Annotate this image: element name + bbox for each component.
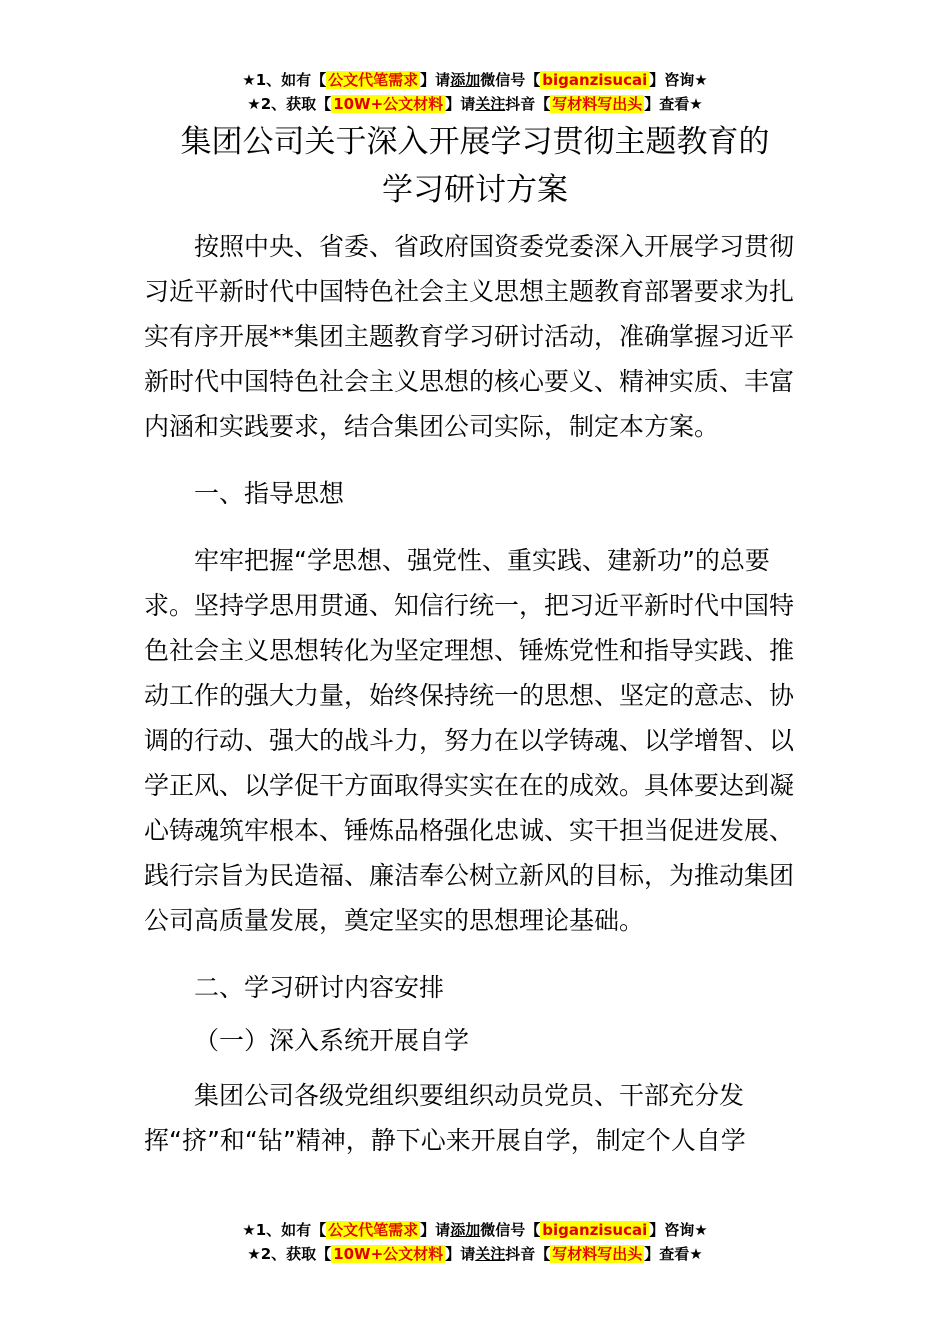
document-body <box>144 120 806 1163</box>
subsection-heading-self-study: （一）深入系统开展自学 <box>194 1026 470 1055</box>
promo-banner-bottom <box>0 1218 950 1266</box>
section-heading-guiding-ideology: 一、指导思想 <box>194 479 345 508</box>
highlight-materials: 10W+公文材料 <box>333 95 444 113</box>
promo-line-1: ★1、如有【 公文代笔需求 】请添加微信号【 biganzisucai 】咨询★ <box>242 71 708 89</box>
self-study-paragraph: 集团公司各级党组织要组织动员党员、干部充分发挥“挤”和“钻”精神，静下心来开展自学，制定个人自学 <box>144 1081 746 1155</box>
promo-line-2: ★2、获取【 10W+公文材料 】请关注抖音【 写材料写出头 】查看★ <box>247 95 703 113</box>
highlight-service: 公文代笔需求 <box>328 71 419 89</box>
promo-line-1: ★1、如有【 公文代笔需求 】请添加微信号【 biganzisucai 】咨询★ <box>242 1221 708 1239</box>
highlight-materials: 10W+公文材料 <box>333 1245 444 1263</box>
promo-banner-top <box>0 68 950 116</box>
intro-paragraph: 按照中央、省委、省政府国资委党委深入开展学习贯彻习近平新时代中国特色社会主义思想主题教育部署要求为扎实有序开展**集团主题教育学习研讨活动，准确掌握习近平新时代中国特色社会主义思想的核心要义、精神实质、丰富内涵和实践要求，结合集团公司实际，制定本方案。 <box>144 232 795 441</box>
promo-line-2: ★2、获取【 10W+公文材料 】请关注抖音【 写材料写出头 】查看★ <box>247 1245 703 1263</box>
section-heading-study-arrangement: 二、学习研讨内容安排 <box>194 973 445 1002</box>
highlight-wechat-id: biganzisucai <box>542 71 648 89</box>
highlight-douyin-id: 写材料写出头 <box>552 95 643 113</box>
guiding-ideology-paragraph: 牢牢把握“学思想、强党性、重实践、建新功”的总要求。坚持学思用贯通、知信行统一，把习近平新时代中国特色社会主义思想转化为坚定理想、锤炼党性和指导实践、推动工作的强大力量，始终保持统一的思想、坚定的意志、协调的行动、强大的战斗力，努力在以学铸魂、以学增智、以学正风、以学促干方面取得实实在在的成效。具体要达到凝心铸魂筑牢根本、锤炼品格强化忠诚、实干担当促进发展、践行宗旨为民造福、廉洁奉公树立新风的目标，为推动集团公司高质量发展，奠定坚实的思想理论基础。 <box>144 546 795 935</box>
highlight-wechat-id: biganzisucai <box>542 1221 648 1239</box>
highlight-douyin-id: 写材料写出头 <box>552 1245 643 1263</box>
highlight-service: 公文代笔需求 <box>328 1221 419 1239</box>
document-title: 集团公司关于深入开展学习贯彻主题教育的 学习研讨方案 <box>180 124 770 208</box>
